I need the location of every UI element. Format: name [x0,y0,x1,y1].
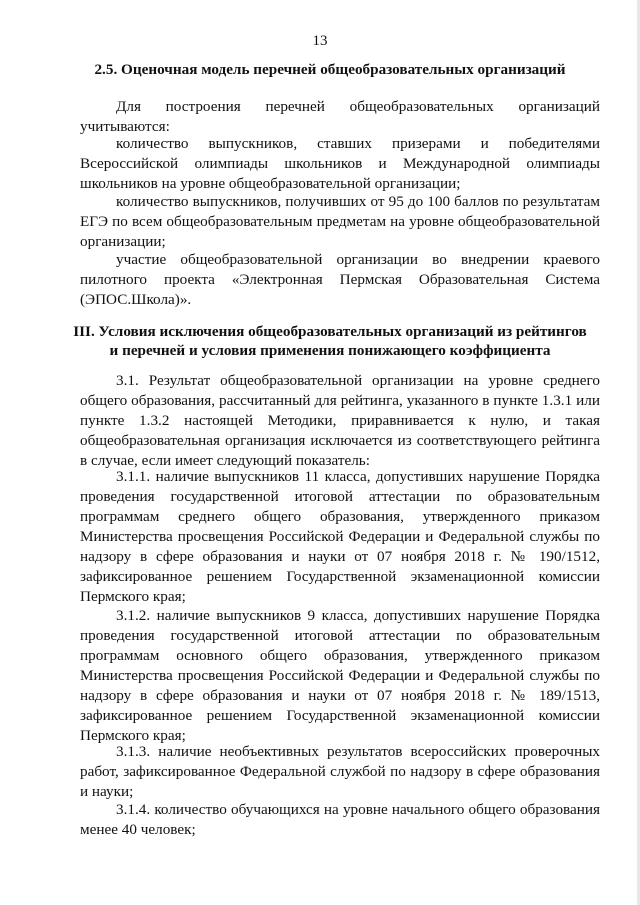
clause-3-1: 3.1. Результат общеобразовательной организации на уровне среднего общего образования, рассчитанный для рейтинга, указанного в пункте 1.3.1 или пункте 1.3.2 настоящей Методики, приравнивается к нулю, и такая общеобразовательная организация исключается из соответствующего рейтинга в случае, если имеет следующий показатель: [80,372,600,469]
list-item-pilot: участие общеобразовательной организации во внедрении краевого пилотного проекта «Электронная Пермская Образовательная Система (ЭПОС.Школа)». [80,251,600,308]
paragraph-considered: Для построения перечней общеобразовательных организаций учитываются: [80,98,600,135]
chapter-heading-line1: III. Условия исключения общеобразовательных организаций из рейтингов [73,323,587,340]
clause-3-1-1: 3.1.1. наличие выпускников 11 класса, допустивших нарушение Порядка проведения государственной итоговой аттестации по образовательным программам среднего общего образования, утвержденного приказом Министерства просвещения Российской Федерации и Федеральной службы по надзору в сфере образования и науки от 07 ноября 2018 г. № 190/1512, зафиксированное решением Государственной экзаменационной комиссии Пермского края; [80,468,600,605]
page-number: 13 [312,33,328,49]
section-heading: 2.5. Оценочная модель перечней общеобразовательных организаций [94,61,566,78]
list-item-ege: количество выпускников, получивших от 95 до 100 баллов по результатам ЕГЭ по всем общеобразовательным предметам на уровне общеобразовательной организации; [80,193,600,250]
chapter-heading [60,322,600,360]
clause-3-1-3: 3.1.3. наличие необъективных результатов всероссийских проверочных работ, зафиксированное Федеральной службой по надзору в сфере образования и науки; [80,743,600,800]
list-item-winners: количество выпускников, ставших призерами и победителями Всероссийской олимпиады школьников и Международной олимпиады школьников на уровне общеобразовательной организации; [80,135,600,192]
clause-3-1-4: 3.1.4. количество обучающихся на уровне начального общего образования менее 40 человек; [80,801,600,838]
chapter-heading-line2: и перечней и условия применения понижающего коэффициента [109,342,551,359]
clause-3-1-2: 3.1.2. наличие выпускников 9 класса, допустивших нарушение Порядка проведения государственной итоговой аттестации по образовательным программам основного общего образования, утвержденного приказом Министерства просвещения Российской Федерации и Федеральной службы по надзору в сфере образования и науки от 07 ноября 2018 г. № 189/1513, зафиксированное решением Государственной экзаменационной комиссии Пермского края; [80,607,600,744]
